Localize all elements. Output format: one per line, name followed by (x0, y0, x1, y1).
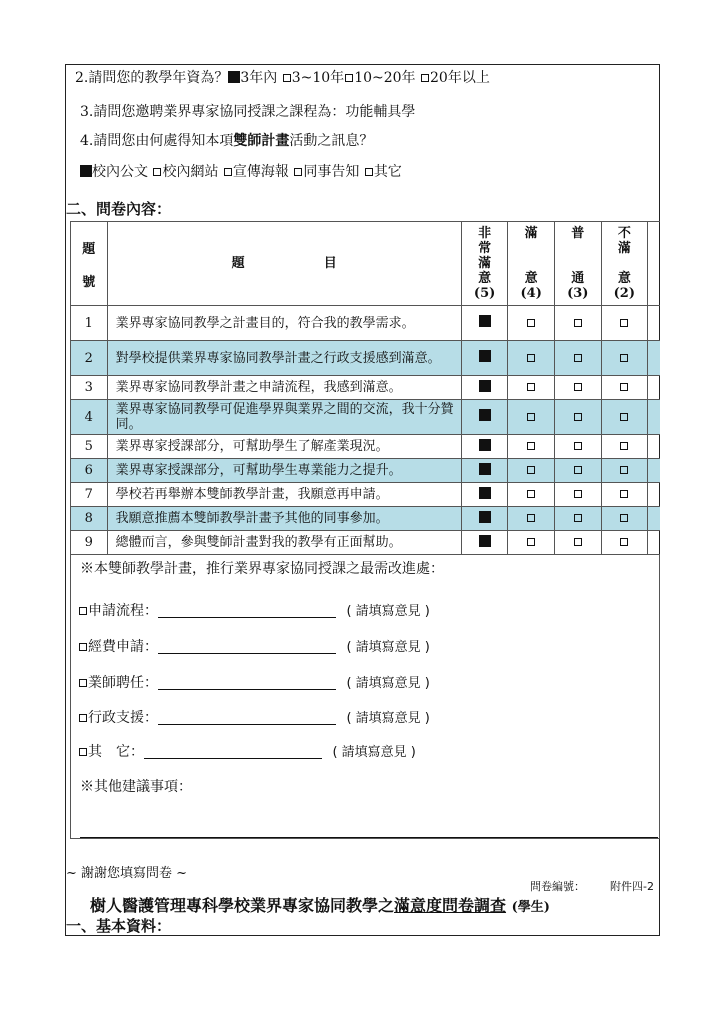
unchecked-box-icon[interactable] (574, 442, 582, 450)
checked-box-icon[interactable] (479, 511, 491, 523)
unchecked-box-icon[interactable] (527, 490, 535, 498)
section-title: 一、基本資料： (66, 917, 172, 935)
rating-cell-4[interactable] (508, 483, 555, 507)
scale-char: 意 (478, 271, 492, 286)
header-question-char: 題 (231, 256, 245, 271)
suggestion-hint: ( 請填寫意見 ) (346, 711, 430, 726)
suggestion-input[interactable] (158, 603, 336, 618)
form-title-emphasis: 滿意度問卷調查 (394, 896, 507, 915)
unchecked-box-icon[interactable] (620, 413, 628, 421)
q2-option-label: 10~20年 (354, 70, 416, 86)
unchecked-box-icon[interactable] (527, 442, 535, 450)
rating-cell-2[interactable] (601, 435, 648, 459)
row-number: 7 (71, 483, 108, 507)
thanks-text: ~ 謝謝您填寫問卷 ~ (66, 866, 188, 881)
rating-cell-3[interactable] (554, 341, 601, 376)
row-overflow (648, 341, 660, 376)
row-question: 業界專家授課部分，可幫助學生了解產業現況。 (107, 435, 461, 459)
rating-cell-2[interactable] (601, 376, 648, 400)
row-number: 1 (71, 306, 108, 341)
scale-header-4 (508, 222, 555, 306)
rating-cell-5[interactable] (461, 400, 508, 435)
unchecked-box-icon[interactable] (574, 538, 582, 546)
unchecked-box-icon[interactable] (79, 748, 87, 756)
suggestion-label: 其 它： (88, 744, 144, 760)
row-number: 2 (71, 341, 108, 376)
unchecked-box-icon[interactable] (79, 607, 87, 615)
scale-char: 通 (571, 271, 585, 286)
checked-box-icon[interactable] (479, 409, 491, 421)
row-question: 總體而言，參與雙師計畫對我的教學有正面幫助。 (107, 531, 461, 555)
suggestion-hint: ( 請填寫意見 ) (346, 676, 430, 691)
suggestion-label: 申請流程： (88, 603, 158, 619)
unchecked-box-icon[interactable] (294, 168, 302, 176)
rating-cell-5[interactable] (461, 306, 508, 341)
scale-char: 意 (617, 271, 631, 286)
scale-code: (2) (613, 286, 636, 301)
scale-code: (3) (567, 286, 589, 301)
rating-cell-2[interactable] (601, 306, 648, 341)
suggestions-intro: ※本雙師教學計畫，推行業界專家協同授課之最需改進處： (80, 561, 444, 577)
rating-cell-3[interactable] (554, 376, 601, 400)
form-title-text: 樹人醫護管理專科學校業界專家協同教學之 (90, 896, 395, 915)
unchecked-box-icon[interactable] (224, 168, 232, 176)
suggestion-label: 行政支援： (88, 710, 158, 726)
suggestion-row (78, 707, 430, 727)
rating-cell-2[interactable] (601, 400, 648, 435)
header-number-char: 題 (82, 241, 96, 257)
table-row (71, 531, 661, 555)
q4-text: 4.請問您由何處得知本項 (80, 133, 234, 149)
row-question: 學校若再舉辦本雙師教學計畫，我願意再申請。 (107, 483, 461, 507)
unchecked-box-icon[interactable] (620, 383, 628, 391)
unchecked-box-icon[interactable] (574, 490, 582, 498)
rating-cell-5[interactable] (461, 435, 508, 459)
row-overflow (648, 306, 660, 341)
rating-cell-4[interactable] (508, 435, 555, 459)
suggestion-row (78, 672, 430, 692)
scale-char: 普 (571, 226, 585, 241)
unchecked-box-icon[interactable] (620, 490, 628, 498)
row-question: 對學校提供業界專家協同教學計畫之行政支援感到滿意。 (107, 341, 461, 376)
rating-cell-3[interactable] (554, 483, 601, 507)
unchecked-box-icon[interactable] (620, 538, 628, 546)
rating-cell-3[interactable] (554, 306, 601, 341)
unchecked-box-icon[interactable] (527, 319, 535, 327)
unchecked-box-icon[interactable] (79, 643, 87, 651)
checked-box-icon[interactable] (228, 71, 240, 83)
unchecked-box-icon[interactable] (527, 354, 535, 362)
checked-box-icon[interactable] (479, 350, 491, 362)
rating-cell-5[interactable] (461, 459, 508, 483)
row-number: 4 (71, 400, 108, 435)
table-row (71, 483, 661, 507)
attachment-label: 附件四-2 (610, 880, 654, 893)
suggestion-row (78, 600, 430, 620)
suggestion-hint: ( 請填寫意見 ) (332, 745, 416, 760)
row-question: 業界專家協同教學可促進學界與業界之間的交流，我十分贊同。 (107, 400, 461, 435)
row-question: 業界專家授課部分，可幫助學生專業能力之提升。 (107, 459, 461, 483)
suggestion-row (78, 741, 416, 761)
rating-cell-3[interactable] (554, 507, 601, 531)
checked-box-icon[interactable] (479, 535, 491, 547)
rating-cell-4[interactable] (508, 531, 555, 555)
table-row (71, 341, 661, 376)
unchecked-box-icon[interactable] (421, 74, 429, 82)
row-overflow (648, 459, 660, 483)
header-overflow (648, 222, 660, 306)
rating-cell-2[interactable] (601, 341, 648, 376)
unchecked-box-icon[interactable] (527, 514, 535, 522)
unchecked-box-icon[interactable] (574, 413, 582, 421)
checked-box-icon[interactable] (80, 165, 92, 177)
unchecked-box-icon[interactable] (79, 679, 87, 687)
checked-box-icon[interactable] (479, 487, 491, 499)
table-row (71, 459, 661, 483)
row-question: 我願意推薦本雙師教學計畫予其他的同事參加。 (107, 507, 461, 531)
row-number: 3 (71, 376, 108, 400)
unchecked-box-icon[interactable] (283, 74, 291, 82)
checked-box-icon[interactable] (479, 380, 491, 392)
scale-header-2 (601, 222, 648, 306)
unchecked-box-icon[interactable] (365, 168, 373, 176)
serial-label: 問卷編號： (530, 880, 585, 893)
rating-cell-4[interactable] (508, 459, 555, 483)
unchecked-box-icon[interactable] (620, 354, 628, 362)
unchecked-box-icon[interactable] (527, 538, 535, 546)
unchecked-box-icon[interactable] (153, 168, 161, 176)
unchecked-box-icon[interactable] (574, 514, 582, 522)
table-row (71, 376, 661, 400)
row-number: 9 (71, 531, 108, 555)
form-title (90, 893, 550, 916)
q2-prefix: 2.請問您的教學年資為？ (75, 70, 229, 86)
rating-cell-5[interactable] (461, 341, 508, 376)
scale-char: 滿 (524, 226, 538, 241)
scale-char: 意 (524, 271, 538, 286)
q4-options (80, 161, 402, 181)
q4-emphasis: 雙師計畫 (233, 133, 290, 149)
q4-option-label: 其它 (373, 164, 402, 180)
row-overflow (648, 400, 660, 435)
rating-cell-4[interactable] (508, 306, 555, 341)
other-suggestions-line[interactable] (80, 837, 658, 838)
scale-char: 滿 (617, 241, 631, 256)
row-question: 業界專家協同教學之計畫目的，符合我的教學需求。 (107, 306, 461, 341)
checked-box-icon[interactable] (479, 463, 491, 475)
q2-option-label: 20年以上 (430, 70, 490, 86)
survey-table (70, 221, 660, 555)
rating-cell-2[interactable] (601, 531, 648, 555)
suggestions-box (70, 554, 660, 839)
suggestion-input[interactable] (158, 675, 336, 690)
rating-cell-4[interactable] (508, 376, 555, 400)
q2-option-label: 3年內 (240, 70, 278, 86)
q3-line: 3.請問您邀聘業界專家協同授課之課程為：功能輔具學 (80, 104, 416, 120)
rating-cell-5[interactable] (461, 507, 508, 531)
rating-cell-3[interactable] (554, 531, 601, 555)
unchecked-box-icon[interactable] (574, 319, 582, 327)
unchecked-box-icon[interactable] (620, 442, 628, 450)
unchecked-box-icon[interactable] (345, 74, 353, 82)
q4-option-label: 校內網站 (162, 164, 219, 180)
scale-char: 常 (478, 241, 492, 256)
table-row (71, 400, 661, 435)
table-row (71, 507, 661, 531)
rating-cell-4[interactable] (508, 400, 555, 435)
row-overflow (648, 435, 660, 459)
section-title: 二、問卷內容： (66, 200, 172, 218)
suggestion-hint: ( 請填寫意見 ) (346, 640, 430, 655)
suggestion-row (78, 636, 430, 656)
scale-header-3 (554, 222, 601, 306)
q2-option-label: 3~10年 (291, 70, 345, 86)
form-title-suffix: (學生) (511, 900, 550, 915)
header-number-char: 號 (82, 274, 96, 290)
q4-option-label: 宣傳海報 (232, 164, 289, 180)
row-overflow (648, 507, 660, 531)
header-number (71, 222, 108, 306)
suggestion-label: 業師聘任： (88, 675, 158, 691)
rating-cell-2[interactable] (601, 483, 648, 507)
row-overflow (648, 531, 660, 555)
q4-text: 活動之訊息？ (289, 133, 374, 149)
unchecked-box-icon[interactable] (79, 714, 87, 722)
rating-cell-3[interactable] (554, 400, 601, 435)
other-suggestions-label: ※其他建議事項： (80, 779, 192, 795)
rating-cell-2[interactable] (601, 459, 648, 483)
checked-box-icon[interactable] (479, 315, 491, 327)
scale-header-5 (461, 222, 508, 306)
unchecked-box-icon[interactable] (527, 383, 535, 391)
scale-char: 非 (478, 226, 492, 241)
unchecked-box-icon[interactable] (527, 466, 535, 474)
suggestion-input[interactable] (158, 639, 336, 654)
unchecked-box-icon[interactable] (574, 466, 582, 474)
q4-option-label: 同事告知 (303, 164, 360, 180)
scale-char: 不 (617, 226, 631, 241)
header-question-char: 目 (323, 256, 337, 271)
row-overflow (648, 483, 660, 507)
scale-code: (5) (473, 286, 496, 301)
rating-cell-5[interactable] (461, 531, 508, 555)
suggestion-input[interactable] (144, 744, 322, 759)
rating-cell-5[interactable] (461, 483, 508, 507)
row-overflow (648, 376, 660, 400)
rating-cell-4[interactable] (508, 507, 555, 531)
scale-char: 滿 (478, 256, 492, 271)
unchecked-box-icon[interactable] (574, 383, 582, 391)
unchecked-box-icon[interactable] (620, 514, 628, 522)
rating-cell-2[interactable] (601, 507, 648, 531)
unchecked-box-icon[interactable] (620, 319, 628, 327)
q2-line (75, 67, 490, 87)
suggestion-hint: ( 請填寫意見 ) (346, 604, 430, 619)
unchecked-box-icon[interactable] (527, 413, 535, 421)
row-number: 6 (71, 459, 108, 483)
unchecked-box-icon[interactable] (620, 466, 628, 474)
q4-option-label: 校內公文 (92, 164, 148, 180)
rating-cell-4[interactable] (508, 341, 555, 376)
row-question: 業界專家協同教學計畫之申請流程，我感到滿意。 (107, 376, 461, 400)
suggestion-label: 經費申請： (88, 639, 158, 655)
row-number: 8 (71, 507, 108, 531)
row-number: 5 (71, 435, 108, 459)
table-row (71, 435, 661, 459)
rating-cell-5[interactable] (461, 376, 508, 400)
unchecked-box-icon[interactable] (574, 354, 582, 362)
table-row (71, 306, 661, 341)
rating-cell-3[interactable] (554, 435, 601, 459)
rating-cell-3[interactable] (554, 459, 601, 483)
scale-code: (4) (520, 286, 542, 301)
checked-box-icon[interactable] (479, 439, 491, 451)
suggestion-input[interactable] (158, 710, 336, 725)
header-question (107, 222, 461, 306)
q4-line (80, 130, 373, 150)
